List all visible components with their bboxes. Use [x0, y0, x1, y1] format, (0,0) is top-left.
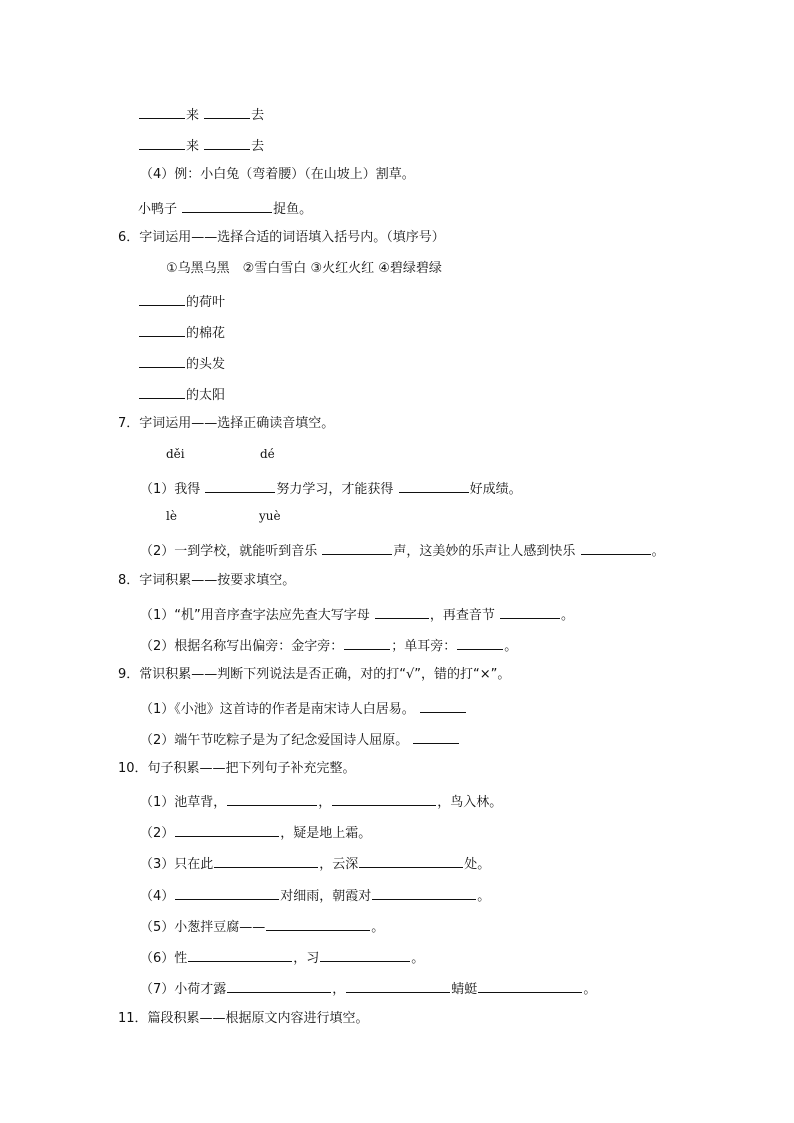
pinyin: dé — [260, 447, 275, 461]
q6-item: 的头发 — [138, 353, 225, 374]
word-qu: 去 — [251, 108, 265, 123]
answer-blank[interactable] — [372, 885, 476, 900]
answer-blank[interactable] — [139, 322, 185, 337]
q6-title: 6．字词运用——选择合适的词语填入括号内。（填序号） — [118, 230, 445, 245]
q10-title: 10．句子积累——把下列句子补充完整。 — [118, 761, 356, 776]
answer-blank[interactable] — [175, 885, 279, 900]
answer-blank[interactable] — [375, 604, 429, 619]
q10-sentence-5: （5）小葱拌豆腐—— 。 — [140, 916, 384, 937]
q6-item: 的棉花 — [138, 322, 225, 343]
answer-blank[interactable] — [359, 853, 463, 868]
q10-sentence-4: （4） 对细雨，朝霞对 。 — [140, 885, 490, 906]
answer-blank[interactable] — [457, 635, 503, 650]
q10-sentence-3: （3）只在此 ，云深 处。 — [140, 853, 490, 874]
answer-blank[interactable] — [320, 947, 410, 962]
answer-blank[interactable] — [139, 135, 185, 150]
answer-blank[interactable] — [420, 698, 466, 713]
q9-title: 9．常识积累——判断下列说法是否正确，对的打“√”，错的打“×”。 — [118, 667, 511, 682]
answer-blank[interactable] — [413, 729, 459, 744]
q7-sentence-1: （1）我得 努力学习，才能获得 好成绩。 — [140, 478, 522, 499]
answer-blank[interactable] — [205, 478, 275, 493]
q7-title: 7．字词运用——选择正确读音填空。 — [118, 416, 335, 431]
answer-blank[interactable] — [581, 540, 651, 555]
q10-sentence-1: （1）池草背， ， ，鸟入林。 — [140, 791, 502, 812]
answer-blank[interactable] — [188, 947, 292, 962]
q10-sentence-6: （6）性 ，习 。 — [140, 947, 424, 968]
answer-blank[interactable] — [478, 978, 582, 993]
q7-sentence-2: （2）一到学校，就能听到音乐 声，这美妙的乐声让人感到快乐 。 — [140, 540, 665, 561]
answer-blank[interactable] — [175, 822, 279, 837]
answer-blank[interactable] — [204, 135, 250, 150]
q8-title: 8．字词积累——按要求填空。 — [118, 573, 296, 588]
word-lai: 来 — [186, 108, 200, 123]
pinyin: lè — [166, 509, 177, 523]
q5-line-b — [138, 135, 264, 156]
pinyin: yuè — [259, 509, 281, 523]
q5-line-a — [138, 104, 264, 125]
answer-blank[interactable] — [227, 978, 331, 993]
q8-sentence-2: （2）根据名称写出偏旁：金字旁： ；单耳旁： 。 — [140, 635, 517, 656]
answer-blank[interactable] — [214, 853, 318, 868]
answer-blank[interactable] — [266, 916, 370, 931]
q8-sentence-1: （1）“机”用音序查字法应先查大写字母 ，再查音节 。 — [140, 604, 574, 625]
q6-item: 的太阳 — [138, 384, 225, 405]
answer-blank[interactable] — [332, 791, 436, 806]
answer-blank[interactable] — [500, 604, 560, 619]
q6-options: ①乌黑乌黑 ②雪白雪白 ③火红火红 ④碧绿碧绿 — [166, 261, 442, 276]
q9-statement-1: （1）《小池》这首诗的作者是南宋诗人白居易。 — [140, 698, 467, 719]
answer-blank[interactable] — [204, 104, 250, 119]
q10-sentence-2: （2） ，疑是地上霜。 — [140, 822, 371, 843]
q6-item: 的荷叶 — [138, 291, 225, 312]
q5-sub4-example: （4）例：小白兔（弯着腰）（在山坡上）割草。 — [140, 167, 415, 182]
answer-blank[interactable] — [139, 384, 185, 399]
answer-blank[interactable] — [344, 635, 390, 650]
q11-title: 11．篇段积累——根据原文内容进行填空。 — [118, 1011, 369, 1026]
q10-sentence-7: （7）小荷才露 ， 蜻蜓 。 — [140, 978, 596, 999]
answer-blank[interactable] — [139, 353, 185, 368]
answer-blank[interactable] — [182, 198, 272, 213]
answer-blank[interactable] — [227, 791, 317, 806]
q9-statement-2: （2）端午节吃粽子是为了纪念爱国诗人屈原。 — [140, 729, 460, 750]
word-lai: 来 — [186, 139, 200, 154]
answer-blank[interactable] — [346, 978, 450, 993]
answer-blank[interactable] — [399, 478, 469, 493]
answer-blank[interactable] — [139, 291, 185, 306]
answer-blank[interactable] — [322, 540, 392, 555]
answer-blank[interactable] — [139, 104, 185, 119]
word-qu: 去 — [251, 139, 265, 154]
pinyin: děi — [166, 447, 185, 461]
q5-sub4-prompt: 小鸭子 捉鱼。 — [138, 198, 312, 219]
